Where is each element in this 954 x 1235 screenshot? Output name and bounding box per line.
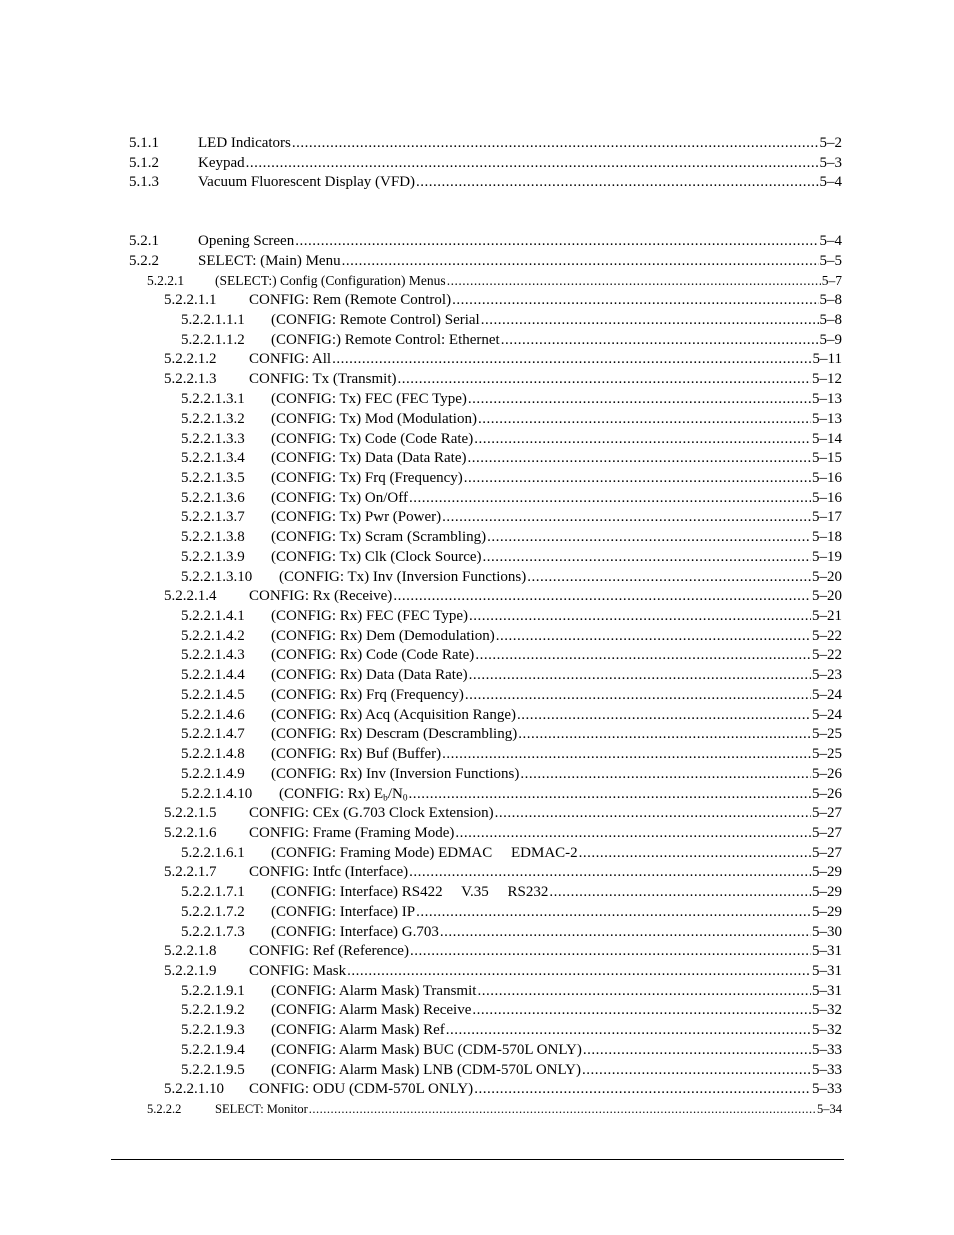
toc-entry[interactable] — [181, 430, 842, 449]
toc-entry[interactable] — [129, 154, 842, 173]
toc-entry-page: 5–26 — [812, 766, 842, 782]
dot-leader — [447, 271, 821, 290]
toc-entry-title: (CONFIG: Remote Control) Serial — [271, 312, 480, 328]
dot-leader — [440, 923, 811, 942]
toc-entry-page: 5–24 — [812, 707, 842, 723]
toc-entry-title-subscript: b — [383, 793, 388, 804]
toc-entry-page: 5–22 — [812, 628, 842, 644]
toc-entry-number: 5.2.2.1.7 — [164, 864, 217, 880]
dot-leader — [442, 508, 811, 527]
dot-leader — [477, 982, 811, 1001]
toc-entry-page: 5–31 — [812, 983, 842, 999]
toc-entry-title: Keypad — [198, 155, 245, 171]
toc-entry-title: (CONFIG: Tx) Frq (Frequency) — [271, 470, 463, 486]
toc-entry-title: (CONFIG: Rx) Data (Data Rate) — [271, 667, 468, 683]
toc-entry-number: 5.2.2.1.1.1 — [181, 312, 245, 328]
toc-entry-number: 5.2.2.1.4.1 — [181, 608, 245, 624]
toc-entry-number: 5.2.2.1.10 — [164, 1081, 224, 1097]
toc-entry-title-part: (CONFIG: Rx) E — [279, 786, 384, 802]
toc-entry[interactable] — [181, 449, 842, 468]
toc-entry-number: 5.2.2.1.7.2 — [181, 904, 245, 920]
toc-entry[interactable] — [164, 350, 842, 369]
dot-leader — [465, 686, 811, 705]
toc-entry-page: 5–15 — [812, 450, 842, 466]
dot-leader — [495, 804, 811, 823]
toc-entry-number: 5.2.2 — [129, 253, 159, 269]
toc-entry-page: 5–31 — [812, 963, 842, 979]
dot-leader — [520, 765, 811, 784]
dot-leader — [478, 410, 811, 429]
dot-leader — [416, 903, 811, 922]
toc-entry-number: 5.2.1 — [129, 233, 159, 249]
toc-entry-title: (CONFIG: Alarm Mask) LNB (CDM-570L ONLY) — [271, 1062, 581, 1078]
toc-entry-title: (CONFIG: Tx) FEC (FEC Type) — [271, 391, 467, 407]
dot-leader — [518, 725, 811, 744]
toc-entry-page: 5–3 — [819, 155, 842, 171]
toc-entry-title: CONFIG: Intfc (Interface) — [249, 864, 409, 880]
dot-leader — [583, 1041, 811, 1060]
dot-leader — [469, 666, 811, 685]
toc-entry-page: 5–4 — [819, 174, 842, 190]
toc-entry-page: 5–27 — [812, 825, 842, 841]
toc-entry-page: 5–29 — [812, 884, 842, 900]
toc-entry-page: 5–34 — [817, 1102, 842, 1116]
toc-entry[interactable] — [181, 765, 842, 784]
toc-entry-page: 5–4 — [819, 233, 842, 249]
toc-entry-page: 5–16 — [812, 470, 842, 486]
toc-entry[interactable] — [181, 1041, 842, 1060]
toc-entry-number: 5.2.2.1.3.10 — [181, 569, 253, 585]
toc-entry-number: 5.2.2.1.4.3 — [181, 647, 245, 663]
toc-entry-page: 5–16 — [812, 490, 842, 506]
toc-entry-number: 5.2.2.1.6 — [164, 825, 217, 841]
toc-entry[interactable] — [181, 903, 842, 922]
toc-entry-number: 5.2.2.1.3.4 — [181, 450, 245, 466]
toc-entry-title: (CONFIG: Interface) IP — [271, 904, 416, 920]
toc-entry-page: 5–26 — [812, 786, 842, 802]
toc-entry[interactable] — [164, 863, 842, 882]
toc-entry[interactable] — [181, 1061, 842, 1080]
toc-entry-number: 5.2.2.1.2 — [164, 351, 217, 367]
toc-entry-title: (CONFIG: Tx) Scram (Scrambling) — [271, 529, 487, 545]
toc-entry-page: 5–24 — [812, 687, 842, 703]
toc-entry-title: (CONFIG: Rx) Inv (Inversion Functions) — [271, 766, 520, 782]
toc-entry-title: CONFIG: Rem (Remote Control) — [249, 292, 452, 308]
toc-entry-number: 5.1.2 — [129, 155, 159, 171]
dot-leader — [342, 252, 819, 271]
toc-entry-number: 5.2.2.1.4.7 — [181, 726, 245, 742]
toc-entry-number: 5.2.2.1.3.9 — [181, 549, 245, 565]
toc-entry-number: 5.2.2.1.6.1 — [181, 845, 245, 861]
toc-entry-page: 5–33 — [812, 1081, 842, 1097]
toc-entry-title: (CONFIG: Alarm Mask) Transmit — [271, 983, 477, 999]
toc-entry-page: 5–21 — [812, 608, 842, 624]
dot-leader — [347, 962, 811, 981]
toc-entry-page: 5–32 — [812, 1002, 842, 1018]
toc-entry-title: CONFIG: Rx (Receive) — [249, 588, 393, 604]
toc-entry-title: CONFIG: Tx (Transmit) — [249, 371, 397, 387]
dot-leader — [527, 568, 811, 587]
toc-entry[interactable] — [181, 706, 842, 725]
toc-entry-title: (CONFIG: Tx) Clk (Clock Source) — [271, 549, 482, 565]
toc-entry-page: 5–9 — [819, 332, 842, 348]
dot-leader — [481, 311, 819, 330]
toc-entry[interactable] — [164, 804, 842, 823]
footer-rule — [111, 1159, 844, 1160]
toc-entry[interactable] — [181, 785, 842, 804]
toc-entry-title: (CONFIG: Rx) Frq (Frequency) — [271, 687, 464, 703]
toc-entry-title: CONFIG: Ref (Reference) — [249, 943, 409, 959]
toc-entry-title: CONFIG: ODU (CDM-570L ONLY) — [249, 1081, 474, 1097]
toc-entry[interactable] — [181, 410, 842, 429]
toc-entry-page: 5–5 — [819, 253, 842, 269]
toc-entry-number: 5.2.2.1.9 — [164, 963, 217, 979]
toc-entry[interactable] — [181, 469, 842, 488]
toc-entry[interactable] — [181, 686, 842, 705]
toc-entry[interactable] — [129, 252, 842, 271]
toc-entry-page: 5–33 — [812, 1062, 842, 1078]
toc-entry-number: 5.2.2.1.9.2 — [181, 1002, 245, 1018]
dot-leader — [468, 449, 812, 468]
toc-entry-title: (SELECT:) Config (Configuration) Menus — [215, 273, 446, 288]
toc-entry-number: 5.2.2.1.5 — [164, 805, 217, 821]
toc-entry[interactable] — [181, 666, 842, 685]
toc-entry-number: 5.2.2.1.9.5 — [181, 1062, 245, 1078]
toc-entry[interactable] — [181, 1001, 842, 1020]
toc-entry-number: 5.2.2.1.9.1 — [181, 983, 245, 999]
toc-entry-title: CONFIG: Mask — [249, 963, 347, 979]
toc-entry-page: 5–25 — [812, 746, 842, 762]
toc-entry[interactable] — [181, 883, 842, 902]
toc-entry-title: (CONFIG: Tx) Mod (Modulation) — [271, 411, 477, 427]
toc-entry-number: 5.2.2.1.1.2 — [181, 332, 245, 348]
toc-entry-page: 5–18 — [812, 529, 842, 545]
toc-entry-page: 5–20 — [812, 569, 842, 585]
toc-entry-title: (CONFIG: Rx) Acq (Acquisition Range) — [271, 707, 516, 723]
toc-entry[interactable] — [181, 548, 842, 567]
toc-entry[interactable] — [164, 962, 842, 981]
toc-entry-title: (CONFIG: Framing Mode) EDMAC EDMAC-2 — [271, 845, 578, 861]
dot-leader — [416, 173, 818, 192]
toc-entry-number: 5.2.2.1.3.7 — [181, 509, 245, 525]
toc-entry-title: (CONFIG: Interface) RS422 V.35 RS232 — [271, 884, 549, 900]
toc-entry-title: SELECT: Monitor — [215, 1102, 308, 1116]
dot-leader — [295, 232, 818, 251]
dot-leader — [475, 646, 811, 665]
toc-entry-number: 5.2.2.1.3.1 — [181, 391, 245, 407]
dot-leader — [408, 785, 811, 804]
toc-entry-number: 5.1.3 — [129, 174, 159, 190]
toc-entry[interactable] — [181, 627, 842, 646]
dot-leader — [474, 430, 811, 449]
dot-leader — [442, 745, 811, 764]
dot-leader — [393, 587, 811, 606]
toc-entry[interactable] — [181, 607, 842, 626]
toc-entry-title: (CONFIG: Rx) Descram (Descrambling) — [271, 726, 518, 742]
toc-entry-title: Opening Screen — [198, 233, 295, 249]
toc-entry-title: (CONFIG: Rx) Dem (Demodulation) — [271, 628, 495, 644]
toc-entry-title: (CONFIG: Tx) Inv (Inversion Functions) — [279, 569, 527, 585]
dot-leader — [246, 154, 819, 173]
toc-entry-title: Vacuum Fluorescent Display (VFD) — [198, 174, 416, 190]
dot-leader — [487, 528, 811, 547]
toc-entry[interactable] — [181, 1021, 842, 1040]
toc-entry[interactable] — [181, 923, 842, 942]
toc-entry-title-part: /N — [387, 786, 403, 802]
toc-entry[interactable] — [164, 587, 842, 606]
toc-entry-page: 5–25 — [812, 726, 842, 742]
toc-entry-number: 5.2.2.1.4.6 — [181, 707, 245, 723]
toc-entry-page: 5–20 — [812, 588, 842, 604]
toc-entry[interactable] — [164, 370, 842, 389]
toc-entry[interactable] — [129, 173, 842, 192]
toc-entry-page: 5–8 — [819, 292, 842, 308]
toc-entry[interactable] — [181, 646, 842, 665]
toc-entry-number: 5.2.2.1.3.5 — [181, 470, 245, 486]
toc-entry-number: 5.2.2.1.3.3 — [181, 431, 245, 447]
toc-entry-title: (CONFIG: Tx) Pwr (Power) — [271, 509, 442, 525]
toc-entry-page: 5–14 — [812, 431, 842, 447]
toc-entry-title: (CONFIG: Tx) On/Off — [271, 490, 408, 506]
toc-entry-page: 5–33 — [812, 1042, 842, 1058]
dot-leader — [496, 627, 811, 646]
toc-entry-number: 5.2.2.1.9.4 — [181, 1042, 245, 1058]
toc-entry-page: 5–13 — [812, 391, 842, 407]
toc-entry-number: 5.2.2.1.3.2 — [181, 411, 245, 427]
toc-entry-number: 5.2.2.1.4.4 — [181, 667, 245, 683]
toc-entry-number: 5.2.2.1.4.5 — [181, 687, 245, 703]
toc-entry-title: (CONFIG: Alarm Mask) Receive — [271, 1002, 472, 1018]
toc-entry-title: (CONFIG: Interface) G.703 — [271, 924, 439, 940]
toc-entry-number: 5.2.2.1.8 — [164, 943, 217, 959]
toc-entry[interactable] — [181, 844, 842, 863]
toc-entry[interactable] — [164, 824, 842, 843]
dot-leader — [468, 390, 811, 409]
toc-entry-page: 5–27 — [812, 805, 842, 821]
toc-entry-title-subscript: 0 — [402, 793, 408, 804]
toc-entry[interactable] — [147, 1100, 842, 1119]
dot-leader — [309, 1100, 816, 1119]
toc-entry[interactable] — [181, 311, 842, 330]
toc-entry-title: CONFIG: All — [249, 351, 332, 367]
dot-leader — [409, 863, 811, 882]
toc-entry-title: (CONFIG: Alarm Mask) Ref — [271, 1022, 445, 1038]
dot-leader — [582, 1061, 811, 1080]
toc-entry[interactable] — [147, 271, 842, 290]
dot-leader — [409, 489, 811, 508]
dot-leader — [446, 1021, 811, 1040]
toc-entry-title — [279, 785, 407, 804]
toc-entry[interactable] — [181, 745, 842, 764]
toc-entry[interactable] — [181, 568, 842, 587]
toc-entry-title: (CONFIG: Tx) Code (Code Rate) — [271, 431, 474, 447]
toc-entry-number: 5.2.2.1.4.10 — [181, 786, 253, 802]
toc-entry[interactable] — [181, 528, 842, 547]
toc-entry-number: 5.2.2.1.7.3 — [181, 924, 245, 940]
dot-leader — [292, 134, 819, 153]
toc-entry-number: 5.2.2.1.3 — [164, 371, 217, 387]
toc-entry[interactable] — [181, 725, 842, 744]
toc-entry[interactable] — [129, 232, 842, 251]
toc-entry-number: 5.2.2.1 — [147, 273, 185, 288]
toc-entry-page: 5–13 — [812, 411, 842, 427]
toc-entry-page: 5–27 — [812, 845, 842, 861]
toc-entry[interactable] — [181, 331, 842, 350]
dot-leader — [410, 942, 811, 961]
toc-entry-page: 5–22 — [812, 647, 842, 663]
toc-entry-number: 5.2.2.1.4.2 — [181, 628, 245, 644]
toc-entry-page: 5–29 — [812, 864, 842, 880]
toc-entry-number: 5.2.2.1.3.6 — [181, 490, 245, 506]
toc-entry-page: 5–17 — [812, 509, 842, 525]
toc-entry[interactable] — [129, 134, 842, 153]
dot-leader — [483, 548, 811, 567]
toc-entry[interactable] — [181, 390, 842, 409]
dot-leader — [464, 469, 811, 488]
dot-leader — [472, 1001, 811, 1020]
toc-entry-page: 5–19 — [812, 549, 842, 565]
toc-entry-title: CONFIG: Frame (Framing Mode) — [249, 825, 455, 841]
toc-entry[interactable] — [181, 489, 842, 508]
toc-entry-page: 5–12 — [812, 371, 842, 387]
toc-entry-page: 5–31 — [812, 943, 842, 959]
dot-leader — [549, 883, 811, 902]
toc-entry-number: 5.2.2.1.7.1 — [181, 884, 245, 900]
toc-entry-number: 5.2.2.2 — [147, 1102, 182, 1116]
toc-entry-page: 5–8 — [819, 312, 842, 328]
toc-entry[interactable] — [164, 1080, 842, 1099]
toc-entry-number: 5.2.2.1.4 — [164, 588, 217, 604]
toc-entry-title: SELECT: (Main) Menu — [198, 253, 341, 269]
toc-entry[interactable] — [164, 942, 842, 961]
toc-entry-number: 5.1.1 — [129, 135, 159, 151]
toc-entry-page: 5–32 — [812, 1022, 842, 1038]
toc-entry-number: 5.2.2.1.9.3 — [181, 1022, 245, 1038]
toc-entry-title: (CONFIG: Rx) FEC (FEC Type) — [271, 608, 469, 624]
dot-leader — [474, 1080, 811, 1099]
toc-entry-page: 5–30 — [812, 924, 842, 940]
toc-entry-page: 5–23 — [812, 667, 842, 683]
dot-leader — [332, 350, 811, 369]
dot-leader — [452, 291, 818, 310]
toc-entry[interactable] — [181, 982, 842, 1001]
dot-leader — [469, 607, 811, 626]
dot-leader — [455, 824, 811, 843]
toc-entry[interactable] — [181, 508, 842, 527]
toc-entry-title: (CONFIG: Rx) Code (Code Rate) — [271, 647, 475, 663]
toc-entry-title: (CONFIG: Alarm Mask) BUC (CDM-570L ONLY) — [271, 1042, 582, 1058]
toc-entry-page: 5–7 — [821, 273, 842, 288]
toc-entry-title: (CONFIG: Tx) Data (Data Rate) — [271, 450, 467, 466]
dot-leader — [398, 370, 811, 389]
dot-leader — [579, 844, 811, 863]
toc-entry[interactable] — [164, 291, 842, 310]
toc-entry-page: 5–29 — [812, 904, 842, 920]
toc-entry-title: (CONFIG:) Remote Control: Ethernet — [271, 332, 500, 348]
toc-entry-title: (CONFIG: Rx) Buf (Buffer) — [271, 746, 442, 762]
toc-entry-number: 5.2.2.1.4.8 — [181, 746, 245, 762]
toc-entry-page: 5–2 — [819, 135, 842, 151]
dot-leader — [517, 706, 811, 725]
dot-leader — [501, 331, 819, 350]
toc-entry-number: 5.2.2.1.3.8 — [181, 529, 245, 545]
toc-entry-number: 5.2.2.1.1 — [164, 292, 217, 308]
toc-entry-number: 5.2.2.1.4.9 — [181, 766, 245, 782]
toc-entry-title: LED Indicators — [198, 135, 291, 151]
toc-entry-title: CONFIG: CEx (G.703 Clock Extension) — [249, 805, 494, 821]
toc-entry-page: 5–11 — [812, 351, 842, 367]
